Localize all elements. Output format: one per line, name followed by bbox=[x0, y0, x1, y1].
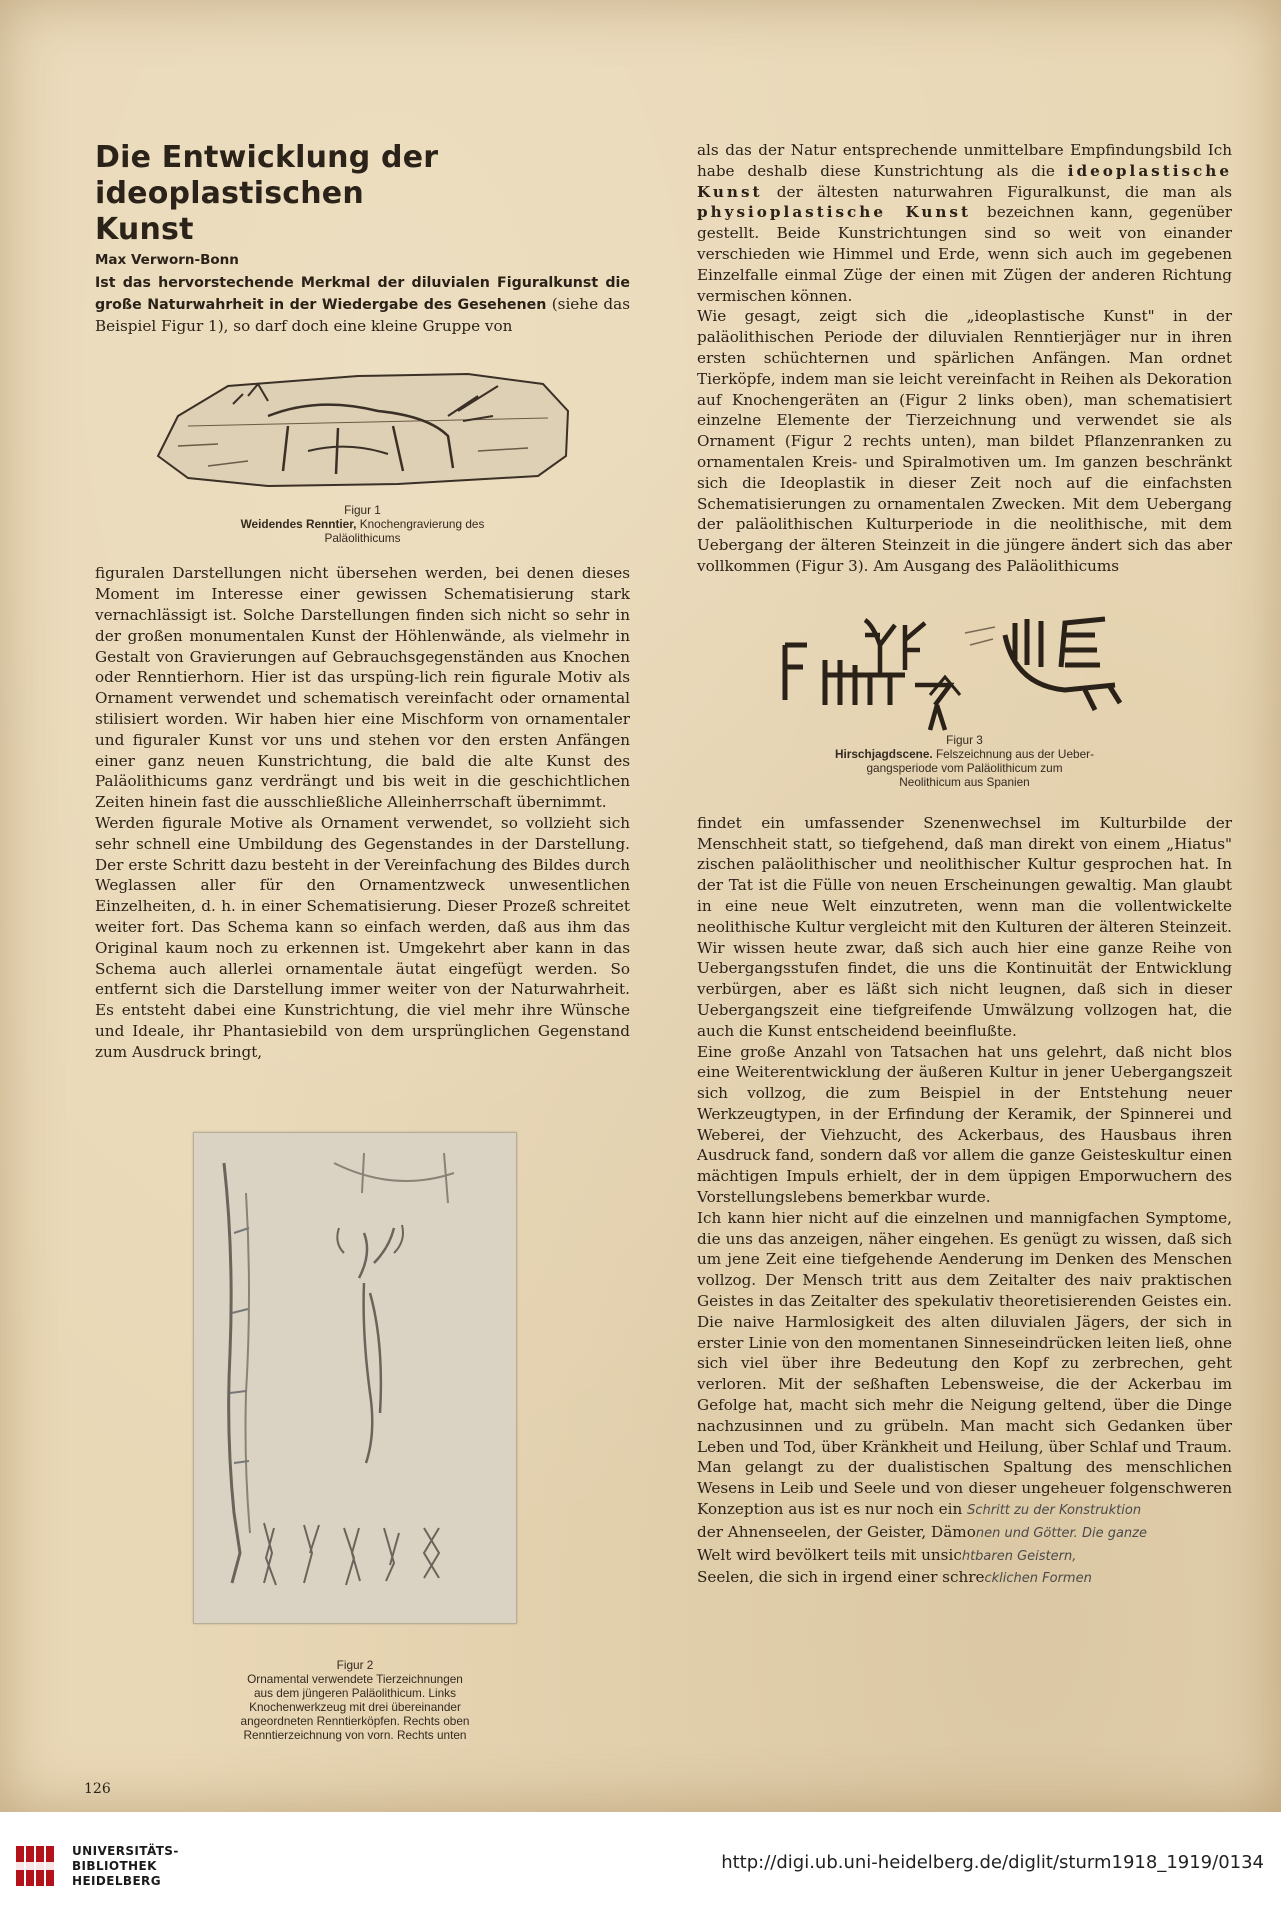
library-name-line-1: UNIVERSITÄTS- bbox=[72, 1844, 179, 1858]
figure-1-caption bbox=[95, 503, 630, 545]
figure-1-engraving bbox=[148, 356, 578, 501]
right-paragraph-2: Wie gesagt, zeigt sich die „ideoplastische Kunst" in der paläolithischen Periode der diluvialen Renntierjäger nur in ihren ersten schüchternen und spärlichen Anfängen. Man ordnet Tierköpfe, indem man sie leicht vereinfacht in Reihen als Dekoration auf Knochengeräten an (Figur 2 links oben), man schematisiert einzelne Elemente der Tierzeichnung und verwendet sie als Ornament (Figur 2 rechts unten), man bildet Pflanzenranken zu ornamentalen Kreis- und Spiralmotiven um. Im ganzen beschränkt sich die Ideoplastik in dieser Zeit noch auf die einfachsten Schematisierungen zu ornamentalen Zwecken. Mit dem Uebergang der paläolithischen Kulturperiode in die neolithische, mit dem Uebergang der älteren Steinzeit in die jüngere ändert sich das aber vollkommen (Figur 3). Am Ausgang des Paläolithicums bbox=[697, 307, 1232, 575]
figure-1-caption-line-2: Paläolithicums bbox=[324, 531, 401, 546]
handwritten-note-3: htbaren Geistern, bbox=[961, 1548, 1077, 1564]
figure-2-caption-line-2: aus dem jüngeren Paläolithicum. Links bbox=[254, 1686, 456, 1700]
figure-3-title: Hirschjagdscene. bbox=[834, 746, 933, 761]
title-line-2: Kunst bbox=[95, 212, 194, 247]
handwritten-note-1: Schritt zu der Konstruktion bbox=[967, 1503, 1142, 1519]
handwritten-note-4: cklichen Formen bbox=[984, 1571, 1092, 1587]
permalink-url[interactable]: http://digi.ub.uni-heidelberg.de/diglit/sturm1918_1919/0134 bbox=[721, 1852, 1264, 1873]
figure-3-caption-line-2: gangsperiode vom Paläolithicum zum bbox=[866, 760, 1063, 775]
figure-2-caption-line-4: angeordneten Renntierköpfen. Rechts oben bbox=[240, 1714, 470, 1728]
figure-2-caption-line-3: Knochenwerkzeug mit drei übereinander bbox=[249, 1700, 461, 1714]
right-p1-part-a: als das der Natur entsprechende unmittelbare Empfindungsbild Ich habe deshalb diese Kunstrichtung als die bbox=[697, 141, 1232, 180]
figure-1-caption-line bbox=[95, 517, 630, 531]
right-last-text-2: Welt wird bevölkert teils mit unsic bbox=[697, 1545, 962, 1564]
right-paragraph-3: findet ein umfassender Szenenwechsel im Kulturbilde der Menschheit statt, so tiefgehend, daß man direkt von einem „Hiatus" zischen paläolithischer und neolithischer Kultur gesprochen hat. In der Tat ist die Fülle von neuen Erscheinungen gewaltig. Man glaubt in eine neue Welt einzutreten, wenn man die vollentwickelte neolithische Kultur vergleicht mit den Kulturen der älteren Steinzeit. Wir wissen heute zwar, daß sich auch hier eine ganze Reihe von Uebergangsstufen findet, die uns die Kontinuität der Entwicklung verbürgen, aber es läßt sich nicht leugnen, daß sich in dieser Uebergangszeit eine tiefgreifende Umwälzung vollzogen hat, die auch die Kunst entscheidend beeinflußte. bbox=[697, 813, 1232, 1040]
right-last-line-3 bbox=[697, 1567, 1232, 1590]
figure-2-caption-line-5: Renntierzeichnung von vorn. Rechts unten bbox=[243, 1728, 467, 1742]
left-column bbox=[95, 140, 630, 1063]
physioplastic-term: physioplastische Kunst bbox=[697, 203, 971, 222]
right-paragraph-5 bbox=[697, 1208, 1232, 1522]
right-last-line-1 bbox=[697, 1522, 1232, 1545]
right-last-text-1: der Ahnenseelen, der Geister, Dämo bbox=[697, 1522, 976, 1541]
figure-2-caption bbox=[190, 1658, 520, 1742]
library-crest-icon bbox=[14, 1842, 62, 1890]
author-byline: Max Verworn-Bonn bbox=[95, 252, 239, 268]
rock-painting-image bbox=[765, 605, 1165, 733]
right-p5-text: Ich kann hier nicht auf die einzelnen und mannigfachen Symptome, die uns das anzeigen, näher eingehen. Es genügt zu wissen, daß sich um jene Zeit eine tiefgehende Aenderung im Denken des Menschen vollzog. Der Mensch tritt aus dem Zeitalter des naiv praktischen Geistes in das Zeitalter des spekulativ theoretisierenden Geistes ein. Die naive Harmlosigkeit des alten diluvialen Jägers, der sich in erster Linie von den momentanen Sinneseindrücken leiten ließ, ohne sich viel über ihre Bedeutung den Kopf zu zerbrechen, geht verloren. Mit der seßhaften Lebensweise, die der Ackerbau im Gefolge hat, macht sich mehr die Neigung geltend, über die Dinge nachzusinnen und zu grübeln. Man macht sich Gedanken über Leben und Tod, über Kränkheit und Heilung, über Schlaf und Traum. Man gelangt zu der dualistischen Spaltung des menschlichen Wesens in Leib und Seele und von dieser ungeheuer folgenschweren Konzeption aus ist es nur noch ein bbox=[697, 1208, 1232, 1519]
right-paragraph-4: Eine große Anzahl von Tatsachen hat uns gelehrt, daß nicht blos eine Weiterentwicklung der äußeren Kultur in jener Uebergangszeit sich vollzog, die zum Beispiel in der Entstehung neuer Werkzeugtypen, in der Erfindung der Keramik, der Spinnerei und Weberei, der Viehzucht, des Ackerbaus, des Hausbaus ihren Ausdruck fand, sondern daß vor allem die ganze Geisteskultur einen mächtigen Impuls erhielt, der in dem üppigen Emporwuchern des Vorstellungslebens bemerkbar wurde. bbox=[697, 1042, 1232, 1207]
figure-1-title: Weidendes Renntier, bbox=[240, 517, 357, 532]
intro-rest-text: (siehe das Beispiel Figur 1), so darf doch eine kleine Gruppe von bbox=[95, 294, 631, 335]
bone-engraving-image bbox=[148, 356, 578, 501]
right-p1-part-b: der ältesten naturwahren Figuralkunst, die man als bbox=[762, 182, 1232, 201]
page-number: 126 bbox=[84, 1781, 111, 1797]
right-column bbox=[697, 140, 1232, 1590]
figure-3-caption-line-3: Neolithicum aus Spanien bbox=[899, 774, 1030, 789]
footer-bar bbox=[0, 1812, 1281, 1923]
figure-2-label: Figur 2 bbox=[336, 1658, 374, 1672]
figure-3-label: Figur 3 bbox=[946, 732, 983, 747]
article-title bbox=[95, 140, 630, 248]
library-name-line-2: BIBLIOTHEK bbox=[72, 1859, 157, 1873]
right-paragraph-1 bbox=[697, 140, 1232, 306]
left-paragraph-2: Werden figurale Motive als Ornament verwendet, so vollzieht sich sehr schnell eine Umbildung des Gegenstandes in der Darstellung. Der erste Schritt dazu besteht in der Vereinfachung des Bildes durch Weglassen aller für den Ornamentzweck unwesentlichen Einzelheiten, d. h. in einer Schematisierung. Dieser Prozeß schreitet weiter fort. Das Schema kann so einfach werden, daß aus ihm das Original kaum noch zu erkennen ist. Umgekehrt aber kann in das Schema auch allerlei ornamentale äutat eingefügt werden. So entfernt sich die Darstellung immer weiter von der Naturwahrheit. Es entsteht dabei eine Kunstrichtung, die viel mehr ihre Wünsche und Ideale, ihr Phantasiebild von dem ursprünglichen Gegenstand zum Ausdruck bringt, bbox=[95, 813, 630, 1061]
figure-2-plate bbox=[193, 1132, 517, 1624]
left-paragraph-1: figuralen Darstellungen nicht übersehen werden, bei denen dieses Moment im Interesse einer gewissen Schematisierung stark vernachlässigt ist. Solche Darstellungen finden sich nicht so sehr in der großen monumentalen Kunst der Höhlenwände, als vielmehr in Gestalt von Gravierungen auf Gebrauchsgegenständen aus Knochen oder Renntierhorn. Hier ist das urspüng-lich rein figurale Motiv als Ornament verwendet und schematisch vereinfacht oder ornamental stilisiert worden. Wir haben hier eine Mischform von ornamentaler und figuraler Kunst vor uns und stehen vor den ersten Anfängen einer ganz neuen Kunstrichtung, die bald die alte Kunst des Paläolithicums ganz verdrängt und bis weit in die geschichtlichen Zeiten hinein fast die ausschließliche Alleinherrschaft übernimmt. bbox=[95, 564, 630, 812]
right-last-text-3: Seelen, die sich in irgend einer schre bbox=[697, 1568, 985, 1587]
handwritten-note-2: nen und Götter. Die ganze bbox=[975, 1525, 1147, 1541]
intro-paragraph bbox=[95, 272, 630, 336]
right-last-line-2 bbox=[697, 1545, 1232, 1568]
ideoplastic-term: ideoplastische Kunst bbox=[697, 161, 1232, 201]
right-p1-part-c: bezeichnen kann, gegenüber gestellt. Beide Kunstrichtungen sind so weit von einander verschieden wie Himmel und Erde, wenn sich auch im gegebenen Einzelfalle einmal Züge der einen mit Zügen der anderen Richtung vermischen können. bbox=[697, 203, 1232, 305]
figure-2-drawing bbox=[194, 1133, 516, 1623]
library-name-line-3: HEIDELBERG bbox=[72, 1874, 161, 1888]
figure-1-desc: Knochengravierung des bbox=[356, 517, 485, 532]
intro-bold-text: Ist das hervorstechende Merkmal der diluvialen Figuralkunst die große Naturwahrheit in der Wiedergabe des Gesehenen bbox=[95, 275, 630, 313]
university-library-logo[interactable] bbox=[14, 1842, 62, 1890]
figure-3-caption bbox=[697, 733, 1232, 789]
figure-2-caption-line-1: Ornamental verwendete Tierzeichnungen bbox=[247, 1672, 463, 1686]
figure-3-desc: Felszeichnung aus der Ueber- bbox=[932, 746, 1094, 761]
figure-1-label: Figur 1 bbox=[344, 503, 381, 518]
title-line-1: Die Entwicklung der ideoplastischen bbox=[95, 140, 439, 211]
library-name[interactable] bbox=[72, 1844, 179, 1889]
figure-3-caption-line bbox=[697, 747, 1232, 761]
figure-3-rock-painting bbox=[765, 605, 1165, 733]
